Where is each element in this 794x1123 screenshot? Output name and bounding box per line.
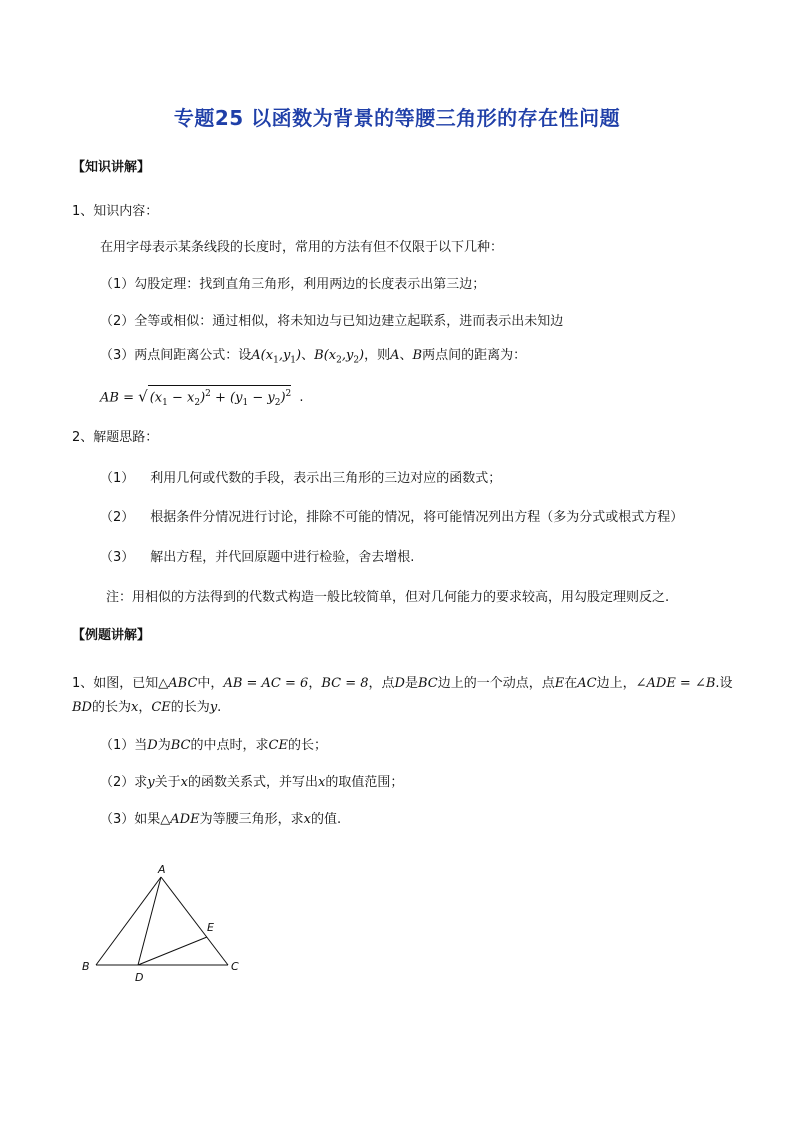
point-a-ref: A: [390, 348, 400, 363]
text: 边上，: [596, 676, 636, 691]
separator-2: 、: [399, 348, 413, 363]
text: ，: [138, 700, 152, 715]
point-b-coord: $B(x_2,y_2)$: [314, 348, 365, 366]
knowledge-item2-heading: 2、解题思路：: [72, 430, 159, 445]
text: （2）求: [100, 775, 148, 790]
question-2: [100, 773, 403, 793]
knowledge-intro: 在用字母表示某条线段的长度时，常用的方法有但不仅限于以下几种：: [100, 240, 504, 255]
text: （1）当: [100, 738, 148, 753]
text: 1、如图，已知: [72, 676, 159, 691]
segment-ce: CE: [151, 700, 171, 715]
eq-bc: BC = 8: [321, 676, 369, 691]
method-2: （2）全等或相似：通过相似，将未知边与已知边建立起联系，进而表示出未知边: [100, 314, 564, 329]
point-b-ref: B: [412, 348, 423, 363]
step-1: [100, 469, 501, 489]
step-3-text: 解出方程，并代回原题中进行检验，舍去增根.: [150, 550, 415, 565]
knowledge-item1-heading: 1、知识内容：: [72, 204, 159, 219]
segment-ce: CE: [268, 738, 288, 753]
example1-line1: [72, 674, 733, 694]
formula-period: .: [299, 390, 304, 406]
text: .设: [715, 676, 733, 691]
method-3-then: ，则: [364, 348, 391, 363]
var-x: x: [318, 775, 326, 790]
angle-condition: ∠ADE = ∠B: [635, 676, 716, 691]
var-y: y: [209, 700, 218, 715]
segment-bc: BC: [417, 676, 438, 691]
distance-formula: AB = √ $(x_1 - x_2)^2 + (y_1 - y_2)^2$ .: [100, 385, 304, 411]
text: 中，: [197, 676, 224, 691]
section-knowledge-heading: 【知识讲解】: [72, 160, 151, 175]
triangle-abc: △ABC: [158, 676, 198, 691]
var-x: x: [180, 775, 188, 790]
separator: 、: [301, 348, 315, 363]
note: 注：用相似的方法得到的代数式构造一般比较简单，但对几何能力的要求较高，用勾股定理则反之.: [106, 590, 670, 605]
step-2-text: 根据条件分情况进行讨论，排除不可能的情况，将可能情况列出方程（多为分式或根式方程）: [150, 510, 684, 525]
text: 的长为: [91, 700, 131, 715]
point-a-label: A: [251, 348, 261, 363]
segment-ac: AC: [577, 676, 597, 691]
text: 的长；: [287, 738, 327, 753]
example1-line2: [72, 698, 221, 718]
text: 的函数关系式，并写出: [188, 775, 319, 790]
eq-ab-ac: AB = AC = 6: [223, 676, 309, 691]
formula-lhs: AB: [100, 390, 119, 406]
text: 为等腰三角形，求: [199, 812, 304, 827]
point-d: D: [394, 676, 405, 691]
formula-radicand: $(x_1 - x_2)^2 + (y_1 - y_2)^2$: [148, 385, 292, 411]
page-title: 专题25 以函数为背景的等腰三角形的存在性问题: [173, 106, 621, 130]
question-3: [100, 810, 341, 830]
step-1-number: （1）: [100, 471, 135, 486]
step-2: [100, 508, 683, 528]
point-e: E: [554, 676, 565, 691]
var-x: x: [303, 812, 311, 827]
text: 边上的一个动点，点: [437, 676, 555, 691]
segment-de-line: [138, 937, 207, 965]
var-x: x: [131, 700, 139, 715]
text: 为: [157, 738, 171, 753]
step-3-number: （3）: [100, 550, 135, 565]
text: 在: [564, 676, 578, 691]
text: 的取值范围；: [325, 775, 404, 790]
text: 的长为: [170, 700, 210, 715]
text: 关于: [154, 775, 181, 790]
section-examples-heading: 【例题讲解】: [72, 628, 151, 643]
label-d: D: [135, 971, 144, 984]
label-c: C: [231, 960, 239, 973]
point-a-coord: $A(x_1,y_1)$: [251, 348, 302, 366]
text: 的值.: [310, 812, 342, 827]
label-e: E: [207, 921, 214, 934]
text: ，点: [368, 676, 395, 691]
segment-ab-line: [96, 877, 161, 965]
label-b: B: [82, 960, 90, 973]
question-1: [100, 736, 327, 756]
point-d: D: [147, 738, 158, 753]
step-2-number: （2）: [100, 510, 135, 525]
var-y: y: [147, 775, 155, 790]
text: 的中点时，求: [190, 738, 269, 753]
method-1: （1）勾股定理：找到直角三角形，利用两边的长度表示出第三边；: [100, 277, 486, 292]
text: ，: [308, 676, 322, 691]
text: .: [217, 700, 222, 715]
method-3: [100, 346, 526, 371]
text: （3）如果: [100, 812, 161, 827]
segment-bc: BC: [170, 738, 191, 753]
segment-bd: BD: [72, 700, 92, 715]
point-b-label: B: [314, 348, 324, 363]
label-a: A: [158, 863, 166, 876]
method-3-prefix: （3）两点间距离公式：设: [100, 348, 252, 363]
text: 是: [404, 676, 418, 691]
step-1-text: 利用几何或代数的手段，表示出三角形的三边对应的函数式；: [150, 471, 502, 486]
method-3-suffix: 两点间的距离为：: [422, 348, 527, 363]
triangle-figure: [70, 855, 270, 990]
triangle-ade: △ADE: [160, 812, 200, 827]
segment-ad-line: [138, 877, 161, 965]
step-3: [100, 548, 414, 568]
